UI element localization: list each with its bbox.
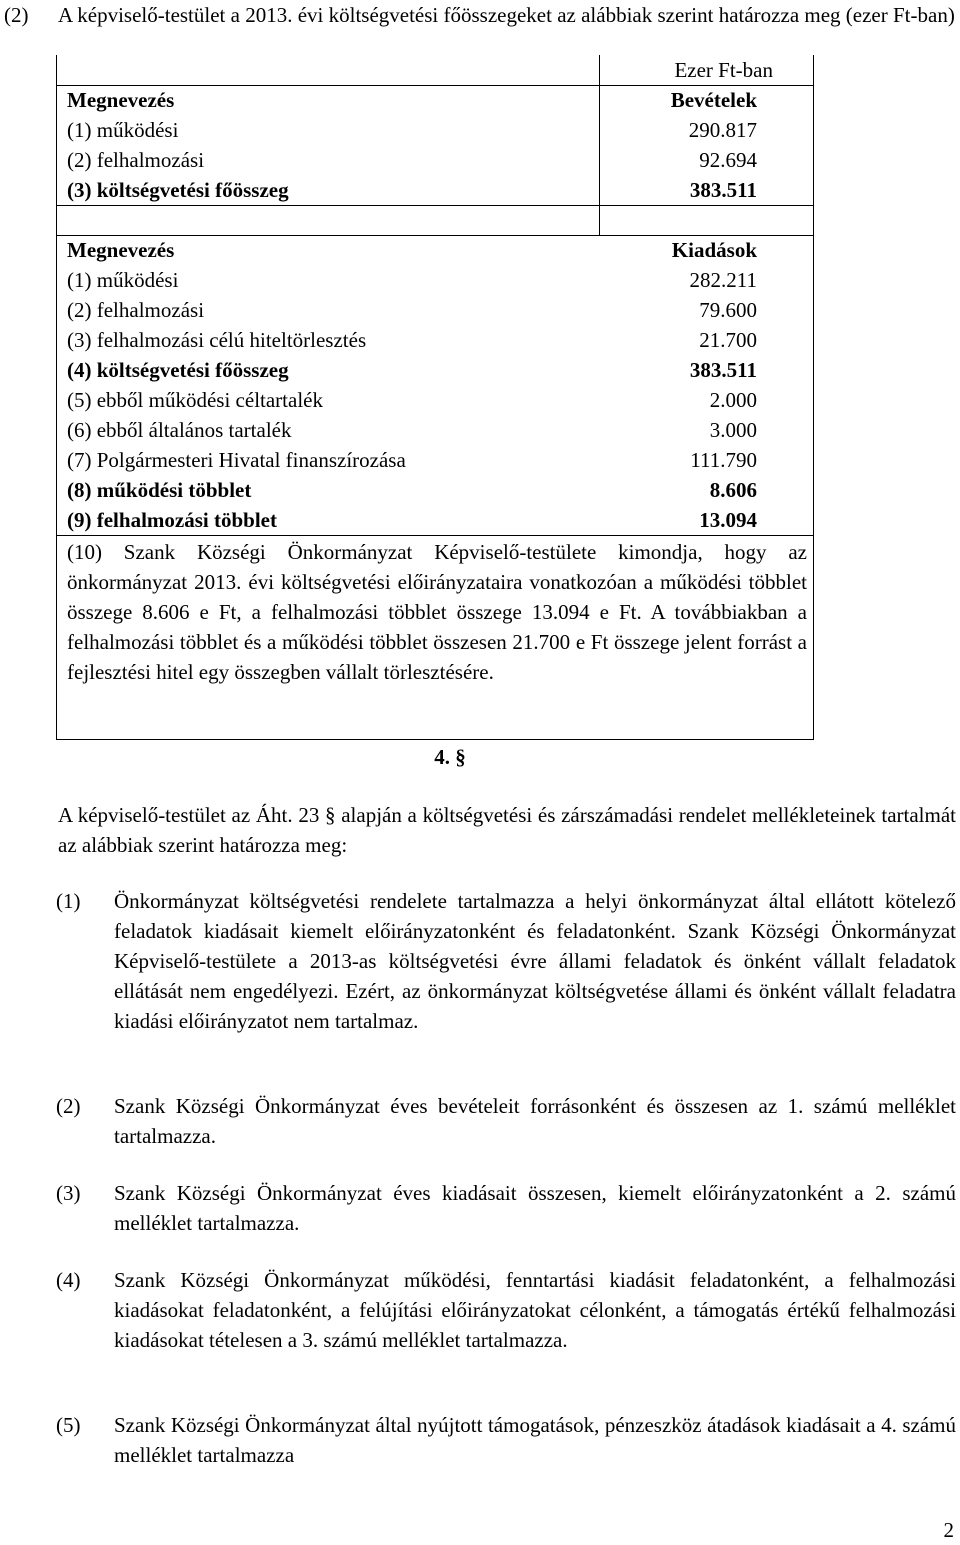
expense-total-value: 383.511 (689, 358, 757, 382)
expense-row-name: (1) működési (67, 268, 179, 292)
table-column-divider (599, 55, 600, 235)
expense-row-name: (6) ebből általános tartalék (67, 418, 292, 442)
capital-surplus-value: 13.094 (699, 508, 757, 532)
unit-label: Ezer Ft-ban (674, 58, 773, 82)
item-text: Szank Községi Önkormányzat működési, fenntartási kiadásit feladatonként, a felhalmozási kiadásokat feladatonként, a felújítási előirányzatokat célonként, a támogatás értékű felhalmozási kiadásokat tételesen a 3. számú melléklet tartalmazza. (114, 1268, 956, 1352)
revenue-header-value: Bevételek (670, 88, 757, 112)
expense-header-value: Kiadások (671, 238, 757, 262)
expense-header-name: Megnevezés (67, 238, 175, 262)
section-intro: A képviselő-testület az Áht. 23 § alapján a költségvetési és zárszámadási rendelet mellékleteinek tartalmát az alábbiak szerint határozza meg: (58, 803, 956, 857)
expense-row-value: 2.000 (709, 388, 757, 412)
expense-row-name: (2) felhalmozási (67, 298, 205, 322)
item-number: (4) (56, 1268, 81, 1292)
section-title (0, 742, 960, 772)
table-rule (57, 535, 813, 536)
item-text: Szank Községi Önkormányzat éves kiadásait összesen, kiemelt előirányzatonként a 2. számú melléklet tartalmazza. (114, 1181, 956, 1235)
budget-table (56, 55, 814, 740)
operating-surplus-value: 8.606 (709, 478, 757, 502)
item-text: Önkormányzat költségvetési rendelete tartalmazza a helyi önkormányzat által ellátott kötelező feladatok kiadásait kiemelt előirányzatonként és feladatonként. Szank Községi Önkormányzat Képviselő-testülete a 2013-as költségvetési évre állami feladatok és önként vállalt feladatok ellátását nem engedélyezi. Ezért, az önkormányzat költségvetése állami és önként vállalt feladatra kiadási előirányzatot nem tartalmaz. (114, 889, 956, 1033)
expense-row-name: (5) ebből működési céltartalék (67, 388, 323, 412)
expense-row-value: 282.211 (689, 268, 757, 292)
intro-text: A képviselő-testület a 2013. évi költségvetési főösszegeket az alábbiak szerint határozza meg (ezer Ft-ban) (58, 3, 955, 27)
expense-row-name: (7) Polgármesteri Hivatal finanszírozása (67, 448, 406, 472)
revenue-row-name: (2) felhalmozási (67, 148, 205, 172)
revenue-row-value: 92.694 (699, 148, 757, 172)
revenue-row-value: 290.817 (688, 118, 757, 142)
expense-row-name: (3) felhalmozási célú hiteltörlesztés (67, 328, 367, 352)
operating-surplus-name: (8) működési többlet (67, 478, 252, 502)
item-text: Szank Községi Önkormányzat által nyújtott támogatások, pénzeszköz átadások kiadásait a 4. számú melléklet tartalmazza (114, 1413, 956, 1467)
table-rule (57, 205, 813, 206)
table-note: (10) Szank Községi Önkormányzat Képviselő-testülete kimondja, hogy az önkormányzat 2013. évi költségvetési előirányzataira vonatkozóan a működési többlet összege 8.606 e Ft, a felhalmozási többlet összege 13.094 e Ft. A továbbiakban a felhalmozási többlet és a működési többlet összesen 21.700 e Ft összege jelent forrást a fejlesztési hitel egy összegben vállalt törlesztésére. (67, 540, 807, 684)
revenue-header-name: Megnevezés (67, 88, 175, 112)
section-title-text: 4. § (434, 745, 466, 769)
expense-total-name: (4) költségvetési főösszeg (67, 358, 289, 382)
capital-surplus-name: (9) felhalmozási többlet (67, 508, 277, 532)
item-number: (2) (56, 1094, 81, 1118)
expense-row-value: 111.790 (690, 448, 757, 472)
item-number: (1) (56, 889, 81, 913)
revenue-total-name: (3) költségvetési főösszeg (67, 178, 289, 202)
expense-row-value: 79.600 (699, 298, 757, 322)
expense-row-value: 21.700 (699, 328, 757, 352)
revenue-row-name: (1) működési (67, 118, 179, 142)
item-text: Szank Községi Önkormányzat éves bevételeit forrásonként és összesen az 1. számú melléklet tartalmazza. (114, 1094, 956, 1148)
revenue-total-value: 383.511 (689, 178, 757, 202)
intro-number: (2) (4, 3, 29, 27)
item-number: (3) (56, 1181, 81, 1205)
expense-row-value: 3.000 (709, 418, 757, 442)
item-number: (5) (56, 1413, 81, 1437)
page-number: 2 (943, 1518, 954, 1542)
